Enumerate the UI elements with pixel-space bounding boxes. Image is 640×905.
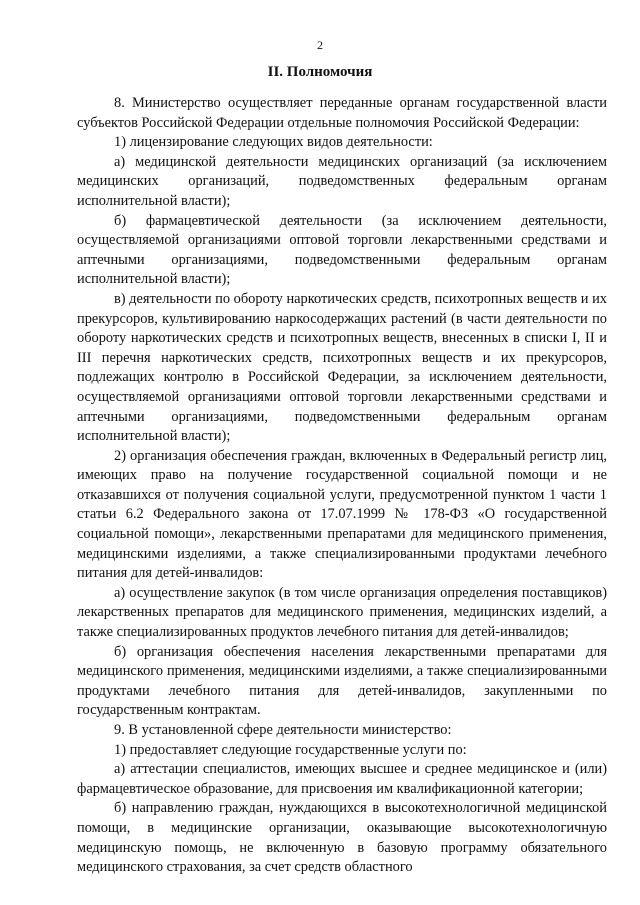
paragraph-services-b: б) направлению граждан, нуждающихся в высокотехнологичной медицинской помощи, в медицинские организации, оказывающие высокотехнологичную медицинскую помощь, не включенную в базовую программу обязательного медицинского страхования, за счет средств областного (77, 800, 607, 876)
paragraph-supply-b: б) организация обеспечения населения лекарственными препаратами для медицинского применения, медицинскими изделиями, а также специализированными продуктами лечебного питания для детей-инвалидов, закупленными по государственным контрактам. (77, 643, 607, 719)
page-number: 2 (317, 38, 323, 52)
paragraph-licensing-a: а) медицинской деятельности медицинских организаций (за исключением медицинских организаций, подведомственных федеральным органам исполнительной власти); (77, 153, 607, 209)
paragraph-services: 1) предоставляет следующие государственные услуги по: (114, 741, 467, 758)
paragraph-9-intro: 9. В установленной сфере деятельности министерство: (114, 722, 452, 738)
paragraph-8-intro: 8. Министерство осуществляет переданные органам государственной власти субъектов Российской Федерации отдельные полномочия Российской Федерации: (77, 95, 607, 131)
paragraph-services-a: а) аттестации специалистов, имеющих высшее и среднее медицинское и (или) фармацевтическое образование, для присвоения им квалификационной категории; (77, 761, 607, 797)
paragraph-licensing: 1) лицензирование следующих видов деятельности: (114, 134, 433, 151)
document-body (77, 94, 607, 878)
paragraph-licensing-b: б) фармацевтической деятельности (за исключением деятельности, осуществляемой организациями оптовой торговли лекарственными средствами и аптечными организациями, подведомственными федеральным органам исполнительной власти); (77, 212, 607, 288)
paragraph-supply: 2) организация обеспечения граждан, включенных в Федеральный регистр лиц, имеющих право на получение государственной социальной помощи и не отказавшихся от получения социальной услуги, предусмотренной пунктом 1 части 1 статьи 6.2 Федерального закона от 17.07.1999 № 178-ФЗ «О государственной социальной помощи», лекарственными препаратами для медицинского применения, медицинскими изделиями, а также специализированными продуктами лечебного питания для детей-инвалидов: (77, 447, 607, 582)
section-title: II. Полномочия (267, 64, 373, 80)
paragraph-licensing-v: в) деятельности по обороту наркотических средств, психотропных веществ и их прекурсоров, культивированию наркосодержащих растений (в части деятельности по обороту наркотических средств и психотропных веществ, внесенных в списки I, II и III перечня наркотических средств, психотропных веществ и их прекурсоров, подлежащих контролю в Российской Федерации, за исключением деятельности, осуществляемой организациями оптовой торговли лекарственными средствами и аптечными организациями, подведомственными федеральным органам исполнительной власти); (77, 290, 607, 445)
paragraph-supply-a: а) осуществление закупок (в том числе организация определения поставщиков) лекарственных препаратов для медицинского применения, медицинских изделий, а также специализированных продуктов лечебного питания для детей-инвалидов; (77, 584, 607, 641)
